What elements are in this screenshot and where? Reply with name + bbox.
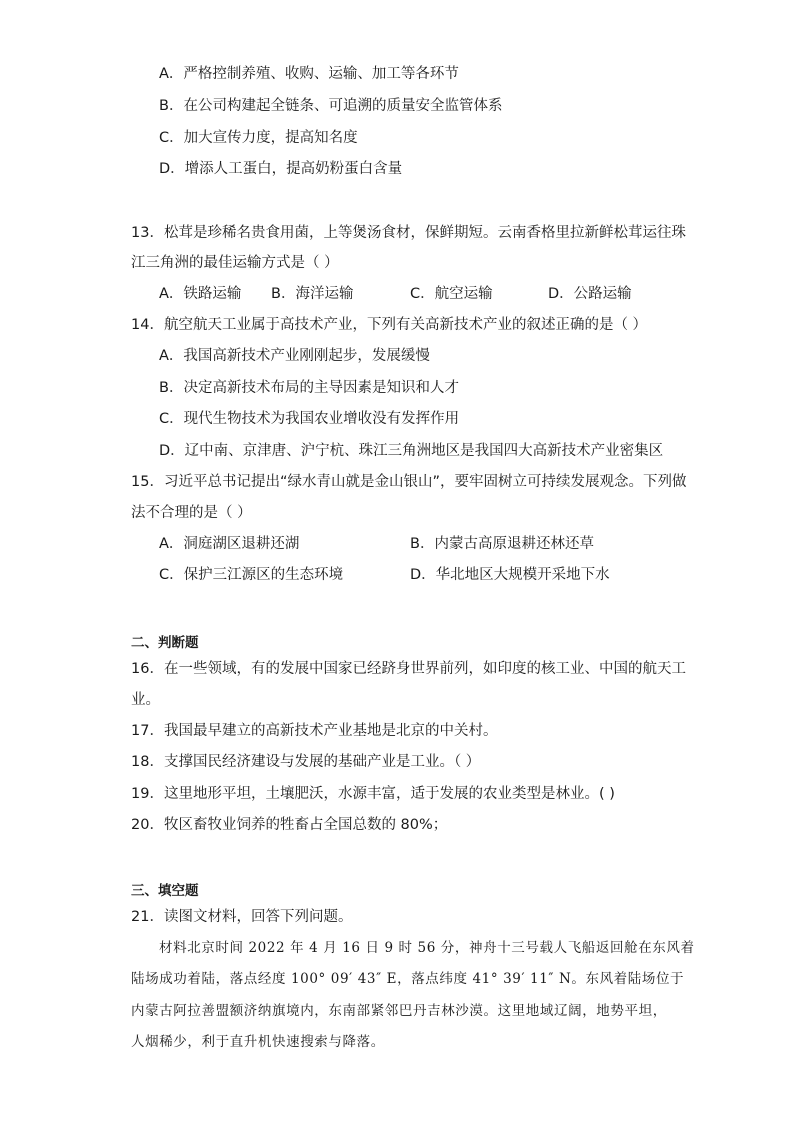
q12-option-a: A．严格控制养殖、收购、运输、加工等各环节 bbox=[159, 66, 459, 82]
q14-option-a: A．我国高新技术产业刚刚起步，发展缓慢 bbox=[159, 348, 430, 364]
material-line3: 内蒙古阿拉善盟额济纳旗境内，东南部紧邻巴丹吉林沙漠。这里地域辽阔，地势平坦， bbox=[131, 1003, 667, 1019]
q19: 19．这里地形平坦，土壤肥沃，水源丰富，适于发展的农业类型是林业。( ) bbox=[131, 786, 615, 802]
q14-option-d: D．辽中南、京津唐、沪宁杭、珠江三角洲地区是我国四大高新技术产业密集区 bbox=[159, 443, 664, 459]
q15-stem-line2: 法不合理的是（ ） bbox=[131, 505, 252, 521]
q18: 18．支撑国民经济建设与发展的基础产业是工业。（ ） bbox=[131, 754, 481, 770]
q14-option-c: C．现代生物技术为我国农业增收没有发挥作用 bbox=[159, 411, 460, 427]
q12-option-c: C．加大宣传力度，提高知名度 bbox=[159, 130, 358, 146]
q13-option-c: C．航空运输 bbox=[410, 286, 493, 302]
q14-option-b: B．决定高新技术布局的主导因素是知识和人才 bbox=[159, 380, 459, 396]
q16-line2: 业。 bbox=[131, 692, 160, 708]
q15-option-b: B．内蒙古高原退耕还林还草 bbox=[410, 536, 594, 552]
q15-option-a: A．洞庭湖区退耕还湖 bbox=[159, 536, 300, 552]
q15-option-c: C．保护三江源区的生态环境 bbox=[159, 567, 344, 583]
q13-stem-line1: 13．松茸是珍稀名贵食用菌，上等煲汤食材，保鲜期短。云南香格里拉新鲜松茸运往珠 bbox=[131, 225, 686, 241]
section2-title: 二、判断题 bbox=[131, 635, 199, 651]
q21-stem: 21．读图文材料，回答下列问题。 bbox=[131, 909, 353, 925]
q13-stem-line2: 江三角洲的最佳运输方式是（ ） bbox=[131, 255, 339, 271]
section3-title: 三、填空题 bbox=[131, 883, 199, 899]
q12-option-d: D．增添人工蛋白，提高奶粉蛋白含量 bbox=[159, 161, 403, 177]
q12-option-b: B．在公司构建起全链条、可追溯的质量安全监管体系 bbox=[159, 98, 503, 114]
q16-line1: 16．在一些领域，有的发展中国家已经跻身世界前列，如印度的核工业、中国的航天工 bbox=[131, 661, 686, 677]
q15-option-d: D．华北地区大规模开采地下水 bbox=[410, 567, 610, 583]
q20: 20．牧区畜牧业饲养的牲畜占全国总数的 80%； bbox=[131, 817, 448, 833]
q13-option-a: A．铁路运输 bbox=[159, 286, 242, 302]
material-line1: 材料北京时间 2022 年 4 月 16 日 9 时 56 分，神舟十三号载人飞船返回舱在东风着 bbox=[159, 940, 695, 956]
material-line4: 人烟稀少，利于直升机快速搜索与降落。 bbox=[131, 1034, 385, 1050]
q14-stem: 14．航空航天工业属于高技术产业，下列有关高新技术产业的叙述正确的是（ ） bbox=[131, 317, 648, 333]
q15-stem-line1: 15．习近平总书记提出“绿水青山就是金山银山”，要牢固树立可持续发展观念。下列做 bbox=[131, 474, 687, 490]
q13-option-b: B．海洋运输 bbox=[271, 286, 354, 302]
q17: 17．我国最早建立的高新技术产业基地是北京的中关村。 bbox=[131, 723, 498, 739]
q13-option-d: D．公路运输 bbox=[548, 286, 632, 302]
material-line2: 陆场成功着陆，落点经度 100° 09′ 43″ E，落点纬度 41° 39′ 11″ N。东风着陆场位于 bbox=[131, 971, 685, 987]
